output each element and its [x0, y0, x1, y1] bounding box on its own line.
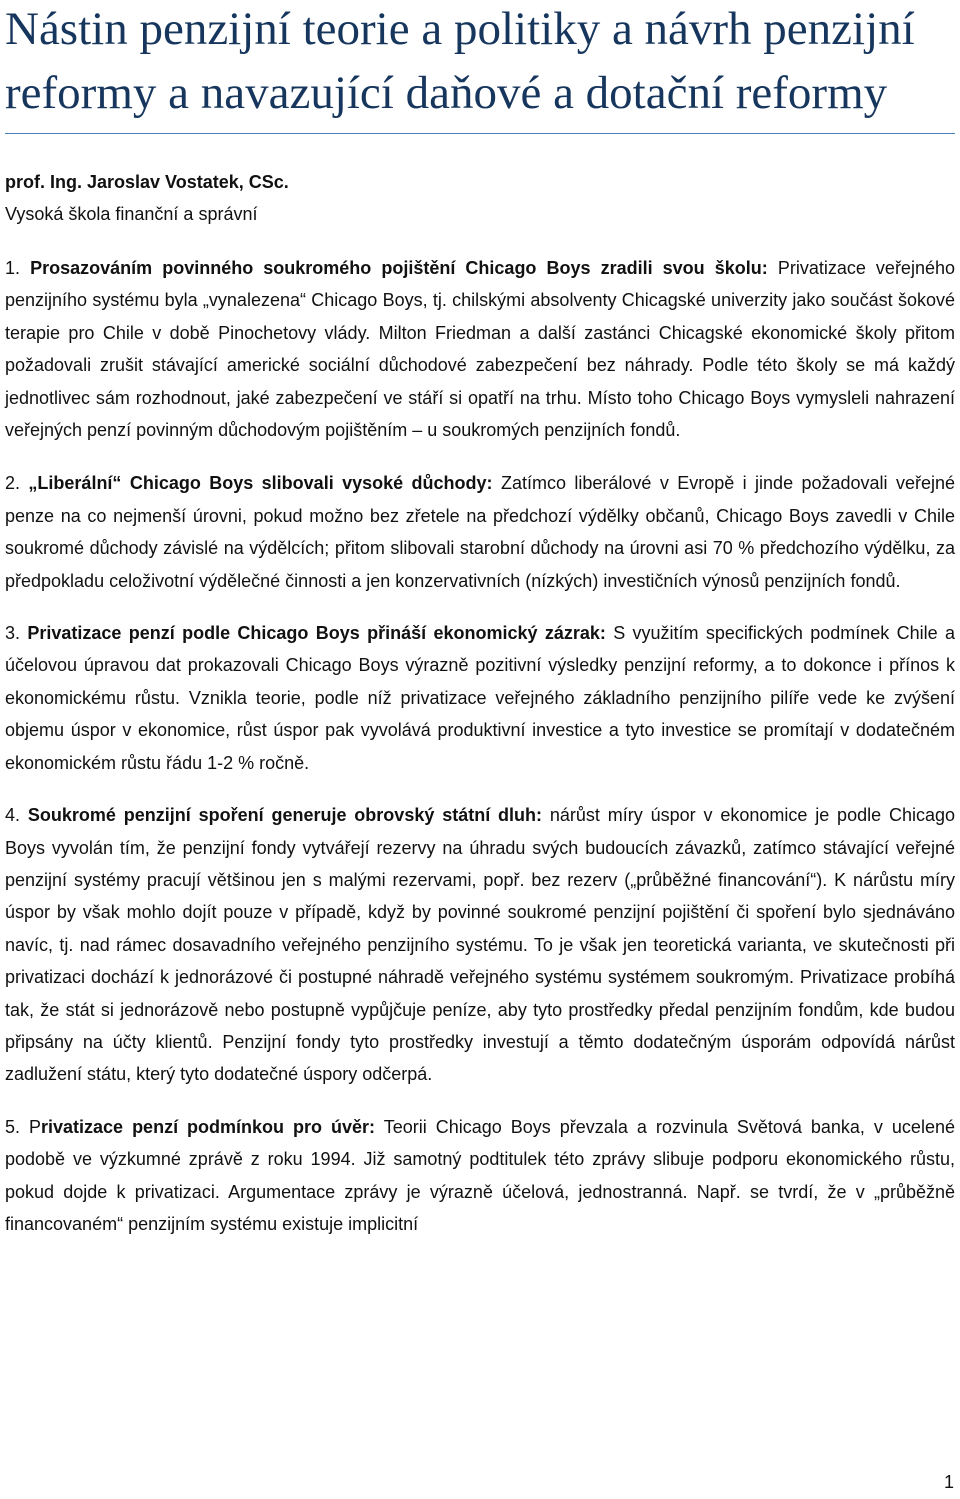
section-2-body: Zatímco liberálové v Evropě i jinde požadovali veřejné penze na co nejmenší úrovni, pokud možno bez zřetele na předchozí výdělky občanů, Chicago Boys zavedli v Chile soukromé důchody závislé na výdělcích; přitom slibovali starobní důchody na úrovni asi 70 % předchozího výdělku, za předpokladu celoživotní výdělečné činnosti a jen konzervativních (nízkých) investičních výnosů penzijních fondů. [5, 473, 955, 591]
section-3-number: 3. [5, 623, 21, 644]
section-3-body: S využitím specifických podmínek Chile a účelovou úpravou dat prokazovali Chicago Boys výrazně pozitivní výsledky penzijní reformy, a to dokonce i přínos k ekonomickému růstu. Vznikla teorie, podle níž privatizace veřejného základního penzijního pilíře vede ke zvýšení objemu úspor v ekonomice, růst úspor pak vyvolává produktivní investice a tyto investice se promítají v dodatečném ekonomickém růstu řádu 1-2 % ročně. [5, 623, 955, 773]
section-1-paragraph [5, 252, 955, 446]
section-5-paragraph [5, 1111, 955, 1241]
section-4-number: 4. [5, 805, 21, 826]
section-5-body: Teorii Chicago Boys převzala a rozvinula Světová banka, v ucelené podobě ve výzkumné zprávě z roku 1994. Již samotný podtitulek této zprávy slibuje podporu ekonomického růstu, pokud dojde k privatizaci. Argumentace zprávy je výrazně účelová, jednostranná. Např. se tvrdí, že v „průběžně financovaném“ penzijním systému existuje implicitní [5, 1116, 955, 1234]
section-1-body: Privatizace veřejného penzijního systému byla „vynalezena“ Chicago Boys, tj. chilskými absolventy Chicagské univerzity jako součást šokové terapie pro Chile v době Pinochetovy vlády. Milton Friedman a další zastánci Chicagské ekonomické školy přitom požadovali zrušit stávající americké sociální důchodové zabezpečení bez náhrady. Podle této školy se má každý jednotlivec sám rozhodnout, jaké zabezpečení ve stáří si opatří na trhu. Místo toho Chicago Boys vymysleli nahrazení veřejných penzí povinným důchodovým pojištěním – u soukromých penzijních fondů. [5, 258, 955, 441]
section-4-paragraph [5, 799, 955, 1091]
section-5-heading: rivatizace penzí podmínkou pro úvěr: [41, 1116, 376, 1137]
section-3-heading: Privatizace penzí podle Chicago Boys přináší ekonomický zázrak: [27, 623, 606, 644]
page-number: 1 [943, 1472, 954, 1492]
section-2-paragraph [5, 467, 955, 597]
section-5-number: 5. P [5, 1116, 42, 1137]
author-block [5, 166, 955, 230]
section-2-number: 2. [5, 473, 21, 494]
author-institution: Vysoká škola finanční a správní [5, 204, 258, 224]
document-page [5, 0, 955, 1240]
section-1-heading: Prosazováním povinného soukromého pojištění Chicago Boys zradili svou školu: [30, 258, 768, 278]
section-4-body: nárůst míry úspor v ekonomice je podle Chicago Boys vyvolán tím, že penzijní fondy vytvářejí rezervy na úhradu svých budoucích závazků, zatímco stávající veřejné penzijní systémy pracují většinou jen s malými rezervami, popř. bez rezerv („průběžné financování“). K nárůstu míry úspor by však mohlo dojít pouze v případě, když by povinné soukromé penzijní pojištění či spoření bylo sjednáváno navíc, tj. nad rámec dosavadního veřejného penzijního systému. To je však jen teoretická varianta, ve skutečnosti při privatizaci dochází k jednorázové či postupné náhradě veřejného systému systémem soukromým. Privatizace probíhá tak, že stát si jednorázově nebo postupně vypůjčuje peníze, aby tyto prostředky předal penzijním fondům, kde budou připsány na účty klientů. Penzijní fondy tyto prostředky investují a těmto dodatečným úsporám odpovídá nárůst zadlužení státu, který tyto dodatečné úspory odčerpá. [5, 805, 955, 1085]
section-3-paragraph [5, 617, 955, 779]
section-1-number: 1. [5, 258, 21, 278]
document-title: Nástin penzijní teorie a politiky a návrh penzijní reformy a navazující daňové a dotační reformy [5, 0, 955, 134]
section-4-heading: Soukromé penzijní spoření generuje obrovský státní dluh: [27, 805, 543, 826]
author-name: prof. Ing. Jaroslav Vostatek, CSc. [5, 172, 289, 192]
section-2-heading: „Liberální“ Chicago Boys slibovali vysoké důchody: [28, 473, 493, 494]
